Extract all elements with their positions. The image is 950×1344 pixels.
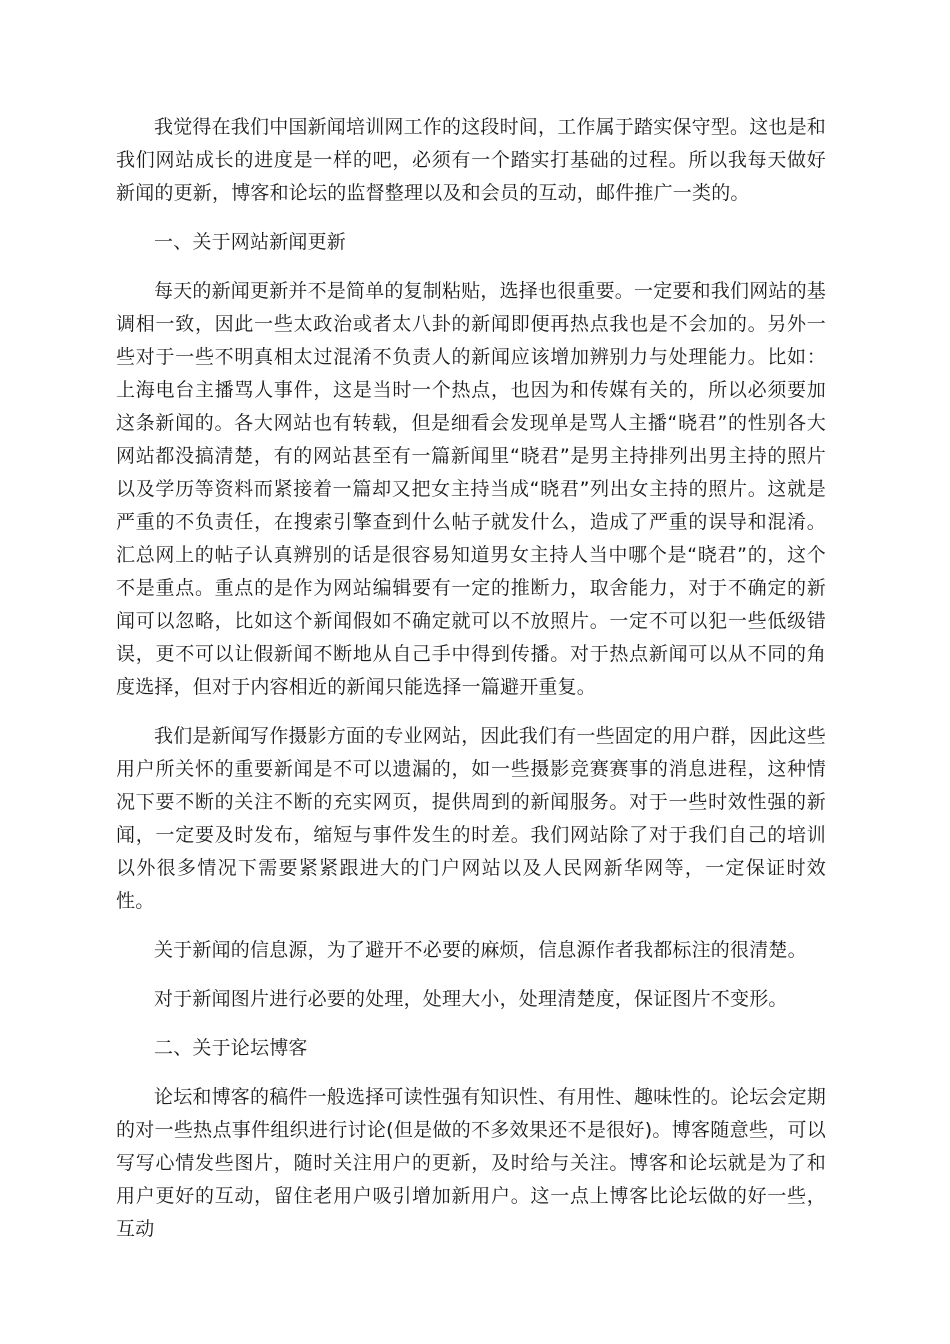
intro-paragraph: 我觉得在我们中国新闻培训网工作的这段时间，工作属于踏实保守型。这也是和我们网站成长的进度是一样的吧，必须有一个踏实打基础的过程。所以我每天做好新闻的更新，博客和论坛的监督整理以及和会员的互动，邮件推广一类的。 bbox=[116, 116, 827, 204]
section-heading-news-update: 一、关于网站新闻更新 bbox=[154, 231, 347, 253]
section-heading-forum-blog: 二、关于论坛博客 bbox=[154, 1037, 308, 1059]
forum-blog-paragraph: 论坛和博客的稿件一般选择可读性强有知识性、有用性、趣味性的。论坛会定期的对一些热点事件组织进行讨论(但是做的不多效果还不是很好)。博客随意些，可以写写心情发些图片，随时关注用户的更新，及时给与关注。博客和论坛就是为了和用户更好的互动，留住老用户吸引增加新用户。这一点上博客比论坛做的好一些，互动 bbox=[116, 1086, 827, 1240]
document-page bbox=[116, 111, 826, 1262]
professional-site-paragraph: 我们是新闻写作摄影方面的专业网站，因此我们有一些固定的用户群，因此这些用户所关怀的重要新闻是不可以遗漏的，如一些摄影竞赛赛事的消息进程，这种情况下要不断的关注不断的充实网页，提供周到的新闻服务。对于一些时效性强的新闻，一定要及时发布，缩短与事件发生的时差。我们网站除了对于我们自己的培训以外很多情况下需要紧紧跟进大的门户网站以及人民网新华网等，一定保证时效性。 bbox=[116, 725, 827, 912]
news-update-paragraph: 每天的新闻更新并不是简单的复制粘贴，选择也很重要。一定要和我们网站的基调相一致，因此一些太政治或者太八卦的新闻即便再热点我也是不会加的。另外一些对于一些不明真相太过混淆不负责人的新闻应该增加辨别力与处理能力。比如：上海电台主播骂人事件，这是当时一个热点，也因为和传媒有关的，所以必须要加这条新闻的。各大网站也有转载，但是细看会发现单是骂人主播“晓君”的性别各大网站都没搞清楚，有的网站甚至有一篇新闻里“晓君”是男主持排列出男主持的照片以及学历等资料而紧接着一篇却又把女主持当成“晓君”列出女主持的照片。这就是严重的不负责任，在搜索引擎查到什么帖子就发什么，造成了严重的误导和混淆。汇总网上的帖子认真辨别的话是很容易知道男女主持人当中哪个是“晓君”的，这个不是重点。重点的是作为网站编辑要有一定的推断力，取舍能力，对于不确定的新闻可以忽略，比如这个新闻假如不确定就可以不放照片。一定不可以犯一些低级错误，更不可以让假新闻不断地从自己手中得到传播。对于热点新闻可以从不同的角度选择，但对于内容相近的新闻只能选择一篇避开重复。 bbox=[116, 280, 827, 698]
info-source-paragraph: 关于新闻的信息源，为了避开不必要的麻烦，信息源作者我都标注的很清楚。 bbox=[154, 939, 807, 961]
news-image-paragraph: 对于新闻图片进行必要的处理，处理大小，处理清楚度，保证图片不变形。 bbox=[154, 988, 788, 1010]
